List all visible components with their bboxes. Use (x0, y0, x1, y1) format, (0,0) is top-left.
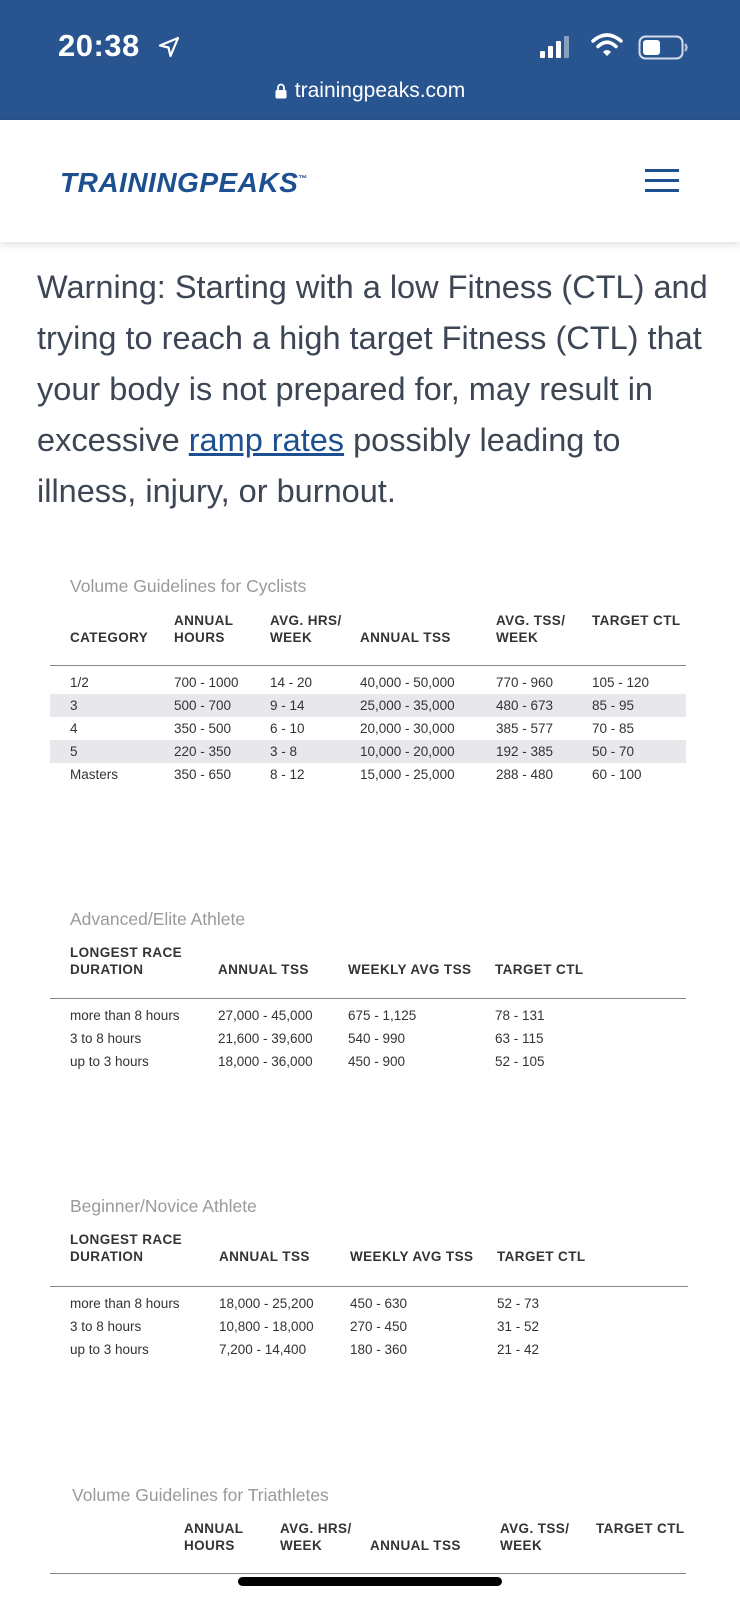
hamburger-menu-icon[interactable] (645, 168, 679, 194)
cell: 480 - 673 (496, 698, 554, 713)
cell: 770 - 960 (496, 675, 554, 690)
advanced-table-title: Advanced/Elite Athlete (70, 909, 246, 929)
triathletes-table (50, 1520, 686, 1600)
warning-text-end: possibly leading to illness, injury, or burnout. (37, 422, 621, 509)
cell: 450 - 900 (348, 1054, 406, 1069)
cell: 3 (70, 698, 78, 713)
url-text: trainingpeaks.com (294, 79, 466, 102)
cell: 270 - 450 (350, 1319, 408, 1334)
column-header: ANNUAL HOURS (184, 1521, 244, 1553)
table-row (50, 694, 686, 717)
location-arrow-icon (158, 36, 180, 58)
cell: 192 - 385 (496, 744, 554, 759)
cell: 700 - 1000 (174, 675, 239, 690)
cell: 31 - 52 (497, 1319, 540, 1334)
cell: 20,000 - 30,000 (360, 721, 455, 736)
table-row (50, 1315, 686, 1338)
table-row (50, 763, 686, 786)
cell: 3 to 8 hours (70, 1031, 142, 1046)
cell: up to 3 hours (70, 1054, 149, 1069)
column-header: AVG. TSS/ WEEK (496, 613, 566, 645)
cell: 60 - 100 (592, 767, 642, 782)
site-header (0, 120, 740, 242)
cell: more than 8 hours (70, 1296, 180, 1311)
cell: 5 (70, 744, 78, 759)
warning-text-start: Warning: Starting with a low Fitness (CTL) and trying to reach a high target Fitness (CTL) that your body is not prepared for, may result in excessive (37, 269, 708, 458)
cell: 78 - 131 (495, 1008, 545, 1023)
column-header: ANNUAL HOURS (174, 613, 234, 645)
cell: 288 - 480 (496, 767, 554, 782)
cell: 220 - 350 (174, 744, 232, 759)
lock-icon (275, 83, 287, 99)
browser-top-bar (0, 0, 740, 120)
cell: 350 - 500 (174, 721, 232, 736)
cell: 52 - 105 (495, 1054, 545, 1069)
cell: 3 - 8 (270, 744, 298, 759)
cell: 8 - 12 (270, 767, 305, 782)
cell: 27,000 - 45,000 (218, 1008, 313, 1023)
cell: 9 - 14 (270, 698, 305, 713)
cell: 14 - 20 (270, 675, 313, 690)
column-header: ANNUAL TSS (370, 1538, 461, 1553)
column-header: ANNUAL TSS (360, 630, 451, 645)
cell: 63 - 115 (495, 1031, 544, 1046)
trainingpeaks-logo[interactable] (60, 167, 308, 199)
table-row (50, 1050, 686, 1073)
wifi-icon (591, 32, 623, 58)
header-divider (50, 1573, 686, 1574)
logo-trademark: ™ (298, 173, 308, 184)
header-divider (50, 998, 686, 999)
cyclists-table-title: Volume Guidelines for Cyclists (70, 576, 307, 596)
cell: 50 - 70 (592, 744, 635, 759)
cellular-signal-icon (540, 36, 574, 58)
ramp-rates-link[interactable]: ramp rates (188, 422, 345, 458)
home-indicator[interactable] (238, 1577, 502, 1586)
column-header: TARGET CTL (596, 1521, 685, 1536)
column-header: CATEGORY (70, 630, 149, 645)
column-header: ANNUAL TSS (219, 1249, 310, 1264)
table-row (50, 717, 686, 740)
cell: Masters (70, 767, 119, 782)
column-header: AVG. HRS/ WEEK (280, 1521, 352, 1553)
column-header: LONGEST RACE DURATION (70, 1232, 183, 1264)
cell: 10,800 - 18,000 (219, 1319, 314, 1334)
column-header: LONGEST RACE DURATION (70, 945, 183, 977)
cell: 40,000 - 50,000 (360, 675, 455, 690)
cell: up to 3 hours (70, 1342, 149, 1357)
cell: more than 8 hours (70, 1008, 180, 1023)
cell: 4 (70, 721, 78, 736)
table-row (50, 740, 686, 763)
cell: 105 - 120 (592, 675, 650, 690)
cell: 25,000 - 35,000 (360, 698, 455, 713)
cell: 10,000 - 20,000 (360, 744, 455, 759)
cell: 500 - 700 (174, 698, 232, 713)
header-divider (50, 665, 686, 666)
column-header: ANNUAL TSS (218, 962, 309, 977)
status-time: 20:38 (58, 28, 140, 63)
warning-paragraph (37, 262, 717, 517)
logo-text: TRAININGPEAKS (60, 167, 299, 198)
beginner-table-title: Beginner/Novice Athlete (70, 1196, 257, 1216)
triathletes-table-title: Volume Guidelines for Triathletes (72, 1485, 329, 1505)
address-bar[interactable] (0, 79, 740, 103)
cell: 450 - 630 (350, 1296, 408, 1311)
table-row (50, 1027, 686, 1050)
column-header: WEEKLY AVG TSS (350, 1249, 474, 1264)
column-header: AVG. TSS/ WEEK (500, 1521, 570, 1553)
cell: 540 - 990 (348, 1031, 406, 1046)
cell: 7,200 - 14,400 (219, 1342, 307, 1357)
cell: 3 to 8 hours (70, 1319, 142, 1334)
cell: 6 - 10 (270, 721, 305, 736)
cell: 350 - 650 (174, 767, 232, 782)
column-header: TARGET CTL (497, 1249, 586, 1264)
cell: 1/2 (70, 675, 89, 690)
column-header: TARGET CTL (592, 613, 681, 628)
column-header: WEEKLY AVG TSS (348, 962, 472, 977)
cell: 21 - 42 (497, 1342, 540, 1357)
cell: 18,000 - 25,200 (219, 1296, 314, 1311)
cell: 21,600 - 39,600 (218, 1031, 313, 1046)
column-header: TARGET CTL (495, 962, 584, 977)
cell: 180 - 360 (350, 1342, 408, 1357)
table-row (50, 1292, 686, 1315)
cell: 15,000 - 25,000 (360, 767, 455, 782)
cell: 52 - 73 (497, 1296, 540, 1311)
table-row (50, 1004, 686, 1027)
cell: 18,000 - 36,000 (218, 1054, 313, 1069)
cell: 85 - 95 (592, 698, 635, 713)
column-header: AVG. HRS/ WEEK (270, 613, 342, 645)
header-divider (50, 1286, 688, 1287)
table-row (50, 671, 686, 694)
cell: 70 - 85 (592, 721, 635, 736)
table-row (50, 1338, 686, 1361)
battery-icon (638, 35, 690, 61)
cell: 385 - 577 (496, 721, 554, 736)
cell: 675 - 1,125 (348, 1008, 417, 1023)
